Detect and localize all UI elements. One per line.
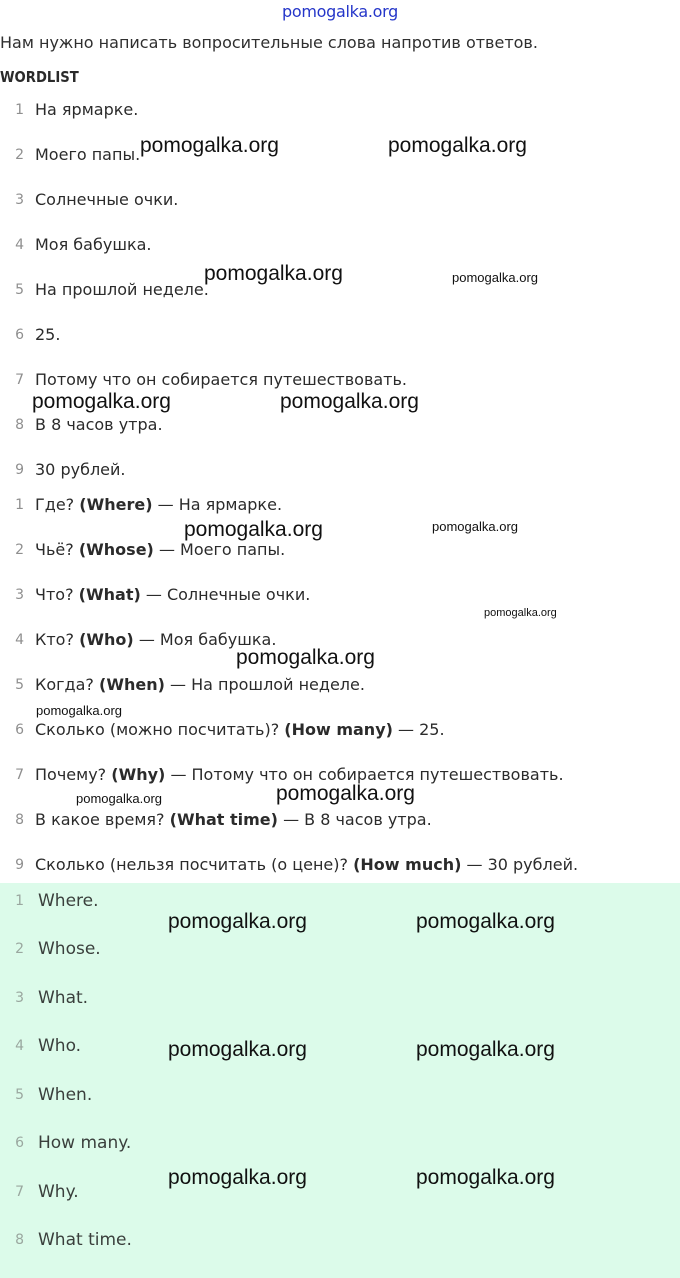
watermark: pomogalka.org [184, 518, 323, 541]
item-number: 7 [15, 767, 24, 783]
item-number: 1 [15, 893, 24, 909]
item-number: 8 [15, 812, 24, 828]
question: Когда? [35, 675, 94, 694]
watermark: pomogalka.org [484, 607, 557, 619]
item-number: 4 [15, 632, 24, 648]
intro-text: Нам нужно написать вопросительные слова напротив ответов. [0, 33, 538, 52]
wordlist-heading: WORDLIST [0, 68, 79, 86]
question-word: (How much) [353, 855, 462, 874]
item-number: 9 [15, 857, 24, 873]
item-number: 1 [15, 102, 24, 118]
answer: — 30 рублей. [466, 855, 579, 874]
answer: — В 8 часов утра. [283, 810, 432, 829]
item-text: На ярмарке. [35, 100, 139, 119]
item-number: 6 [15, 327, 24, 343]
watermark: pomogalka.org [168, 1038, 307, 1061]
watermark: pomogalka.org [168, 1166, 307, 1189]
watermark: pomogalka.org [168, 910, 307, 933]
answer: — Моя бабушка. [138, 630, 277, 649]
question-word: (What) [78, 585, 141, 604]
watermark: pomogalka.org [36, 703, 122, 718]
item-number: 9 [15, 462, 24, 478]
question-word: (Where) [79, 495, 153, 514]
item-number: 2 [15, 147, 24, 163]
item-text: 30 рублей. [35, 460, 126, 479]
item-text: 25. [35, 325, 61, 344]
item-number: 4 [15, 237, 24, 253]
question-word: (When) [99, 675, 165, 694]
question-word: (Who) [79, 630, 134, 649]
item-number: 8 [15, 417, 24, 433]
question: Почему? [35, 765, 107, 784]
watermark: pomogalka.org [276, 782, 415, 805]
item-number: 3 [15, 990, 24, 1006]
site-logo[interactable]: pomogalka.org [282, 2, 398, 21]
question-word: (Whose) [78, 540, 154, 559]
item-text: Where. [38, 891, 99, 911]
answer: — 25. [398, 720, 445, 739]
item-number: 6 [15, 722, 24, 738]
item-number: 3 [15, 192, 24, 208]
question: Где? [35, 495, 75, 514]
item-text [35, 540, 285, 559]
answer: — Солнечные очки. [145, 585, 311, 604]
watermark: pomogalka.org [140, 134, 279, 157]
item-text: Потому что он собирается путешествовать. [35, 370, 408, 389]
item-text [35, 495, 282, 514]
item-text: When. [38, 1085, 93, 1105]
item-number: 8 [15, 1232, 24, 1248]
item-number: 5 [15, 282, 24, 298]
watermark: pomogalka.org [204, 262, 343, 285]
item-number: 2 [15, 941, 24, 957]
question: Сколько (нельзя посчитать (о цене)? [35, 855, 348, 874]
question-word: (What time) [169, 810, 278, 829]
watermark: pomogalka.org [416, 1166, 555, 1189]
item-text: Моего папы. [35, 145, 141, 164]
item-text [35, 720, 445, 739]
item-number: 4 [15, 1038, 24, 1054]
item-text: В 8 часов утра. [35, 415, 163, 434]
item-text: Why. [38, 1182, 79, 1202]
question-word: (How many) [284, 720, 393, 739]
item-text [35, 675, 365, 694]
item-text: Who. [38, 1036, 82, 1056]
watermark: pomogalka.org [236, 646, 375, 669]
question: В какое время? [35, 810, 165, 829]
item-text [35, 810, 432, 829]
item-text: Whose. [38, 939, 101, 959]
item-number: 7 [15, 372, 24, 388]
answer: — На прошлой неделе. [170, 675, 365, 694]
question: Кто? [35, 630, 74, 649]
watermark: pomogalka.org [388, 134, 527, 157]
question: Что? [35, 585, 74, 604]
watermark: pomogalka.org [432, 519, 518, 534]
item-number: 2 [15, 542, 24, 558]
answer: — На ярмарке. [157, 495, 283, 514]
question: Сколько (можно посчитать)? [35, 720, 280, 739]
item-text: What. [38, 988, 89, 1008]
item-number: 5 [15, 677, 24, 693]
item-text [35, 585, 310, 604]
item-text: Моя бабушка. [35, 235, 152, 254]
item-text: Солнечные очки. [35, 190, 179, 209]
item-number: 1 [15, 497, 24, 513]
item-number: 6 [15, 1135, 24, 1151]
item-text: What time. [38, 1230, 132, 1250]
watermark: pomogalka.org [32, 390, 171, 413]
question-word: (Why) [111, 765, 166, 784]
answer: — Потому что он собирается путешествовать. [170, 765, 564, 784]
item-text [35, 855, 578, 874]
item-number: 7 [15, 1184, 24, 1200]
watermark: pomogalka.org [76, 791, 162, 806]
watermark: pomogalka.org [280, 390, 419, 413]
watermark: pomogalka.org [452, 270, 538, 285]
answer-panel [0, 883, 680, 1278]
item-number: 5 [15, 1087, 24, 1103]
watermark: pomogalka.org [416, 1038, 555, 1061]
item-text: How many. [38, 1133, 132, 1153]
item-number: 3 [15, 587, 24, 603]
answer: — Моего папы. [158, 540, 286, 559]
item-text: На прошлой неделе. [35, 280, 209, 299]
question: Чьё? [35, 540, 74, 559]
watermark: pomogalka.org [416, 910, 555, 933]
